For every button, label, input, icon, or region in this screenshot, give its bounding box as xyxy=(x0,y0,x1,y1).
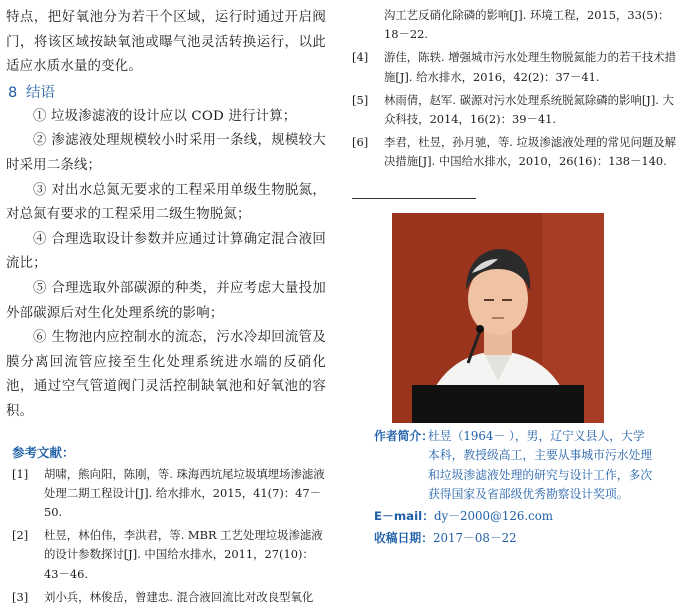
reference-item xyxy=(6,526,326,584)
reference-item xyxy=(346,91,676,129)
reference-text: 林雨倩，赵军. 碳源对污水处理系统脱氮除磷的影响[J]. 大众科技，2014，16(2)：39－41. xyxy=(384,92,674,127)
reference-item xyxy=(346,133,676,171)
intro-paragraph: 特点，把好氧池分为若干个区域，运行时通过开启阀门，将该区域按缺氧池或曝气池灵活转换运行，以此适应水质水量的变化。 xyxy=(6,10,326,75)
right-column xyxy=(346,6,676,549)
reference-number: [2] xyxy=(12,528,29,543)
received-date-value: 2017－08－22 xyxy=(433,530,517,545)
reference-number: [3] xyxy=(12,589,29,604)
conclusion-item: ⑥ 生物池内应控制水的流态，污水冷却回流管及膜分离回流管应接至生化处理系统进水端的反硝化池，通过空气管道阀门灵活控制缺氧池和好氧池的容积。 xyxy=(6,330,326,419)
reference-text: 李君，杜昱，孙月驰，等. 垃圾渗滤液处理的常见问题及解决措施[J]. 中国给水排水，2010，26(16)：138－140. xyxy=(384,135,677,169)
conclusion-item: ② 渗滤液处理规模较小时采用一条线，规模较大时采用二条线； xyxy=(6,133,326,173)
section-title: 结语 xyxy=(26,84,55,101)
references-heading: 参考文献： xyxy=(12,444,75,460)
author-bio xyxy=(346,427,676,505)
author-bio-text: 杜昱（1964－ ），男，辽宁义县人，大学本科，教授级高工，主要从事城市污水处理和垃圾渗滤液处理的研究与设计工作，多次获得国家及省部级优秀勘察设计奖项。 xyxy=(428,428,653,502)
reference-number: [4] xyxy=(352,50,369,65)
email-address[interactable]: dy－2000@126.com xyxy=(434,508,553,523)
section-heading xyxy=(8,81,326,105)
email-line xyxy=(374,506,676,527)
reference-text: 刘小兵，林俊岳，曾建忠. 混合液回流比对改良型氧化 xyxy=(44,589,314,604)
reference-text: 游佳，陈轶. 增强城市污水处理生物脱氮能力的若干技术措施[J]. 给水排水，2016，42(2)：37－41. xyxy=(384,50,677,84)
reference-item xyxy=(346,48,676,86)
author-bio-label: 作者简介： xyxy=(374,428,433,443)
reference-text: 胡啸，熊向阳，陈刚，等. 珠海西坑尾垃圾填埋场渗滤液处理二期工程设计[J]. 给水排水，2015，41(7)：47－50. xyxy=(44,466,325,519)
section-number: 8 xyxy=(8,84,18,101)
section-divider xyxy=(352,198,476,199)
conclusion-item: ① 垃圾渗滤液的设计应以 COD 进行计算； xyxy=(33,108,297,124)
email-label: E－mail： xyxy=(374,508,434,523)
author-portrait-illustration xyxy=(392,213,604,423)
received-date-label: 收稿日期： xyxy=(374,530,433,545)
reference-item xyxy=(6,465,326,523)
received-date-line xyxy=(374,528,676,549)
reference-number: [1] xyxy=(12,466,29,481)
conclusion-item: ⑤ 合理选取外部碳源的种类，并应考虑大量投加外部碳源后对生化处理系统的影响； xyxy=(6,280,326,321)
reference-continuation: 沟工艺反硝化除磷的影响[J]. 环境工程，2015，33(5)：18－22. xyxy=(384,8,670,42)
reference-number: [5] xyxy=(352,92,369,107)
reference-item xyxy=(6,588,326,607)
conclusion-item: ③ 对出水总氮无要求的工程采用单级生物脱氮，对总氮有要求的工程采用二级生物脱氮； xyxy=(6,182,326,223)
author-photo xyxy=(392,213,604,423)
left-column xyxy=(6,6,326,611)
conclusion-item: ④ 合理选取设计参数并应通过计算确定混合液回流比； xyxy=(6,231,326,272)
reference-text: 杜昱，林伯伟，李洪君，等. MBR 工艺处理垃圾渗滤液的设计参数探讨[J]. 中国给水排水，2011，27(10)：43－46. xyxy=(44,528,323,581)
reference-number: [6] xyxy=(352,135,369,150)
